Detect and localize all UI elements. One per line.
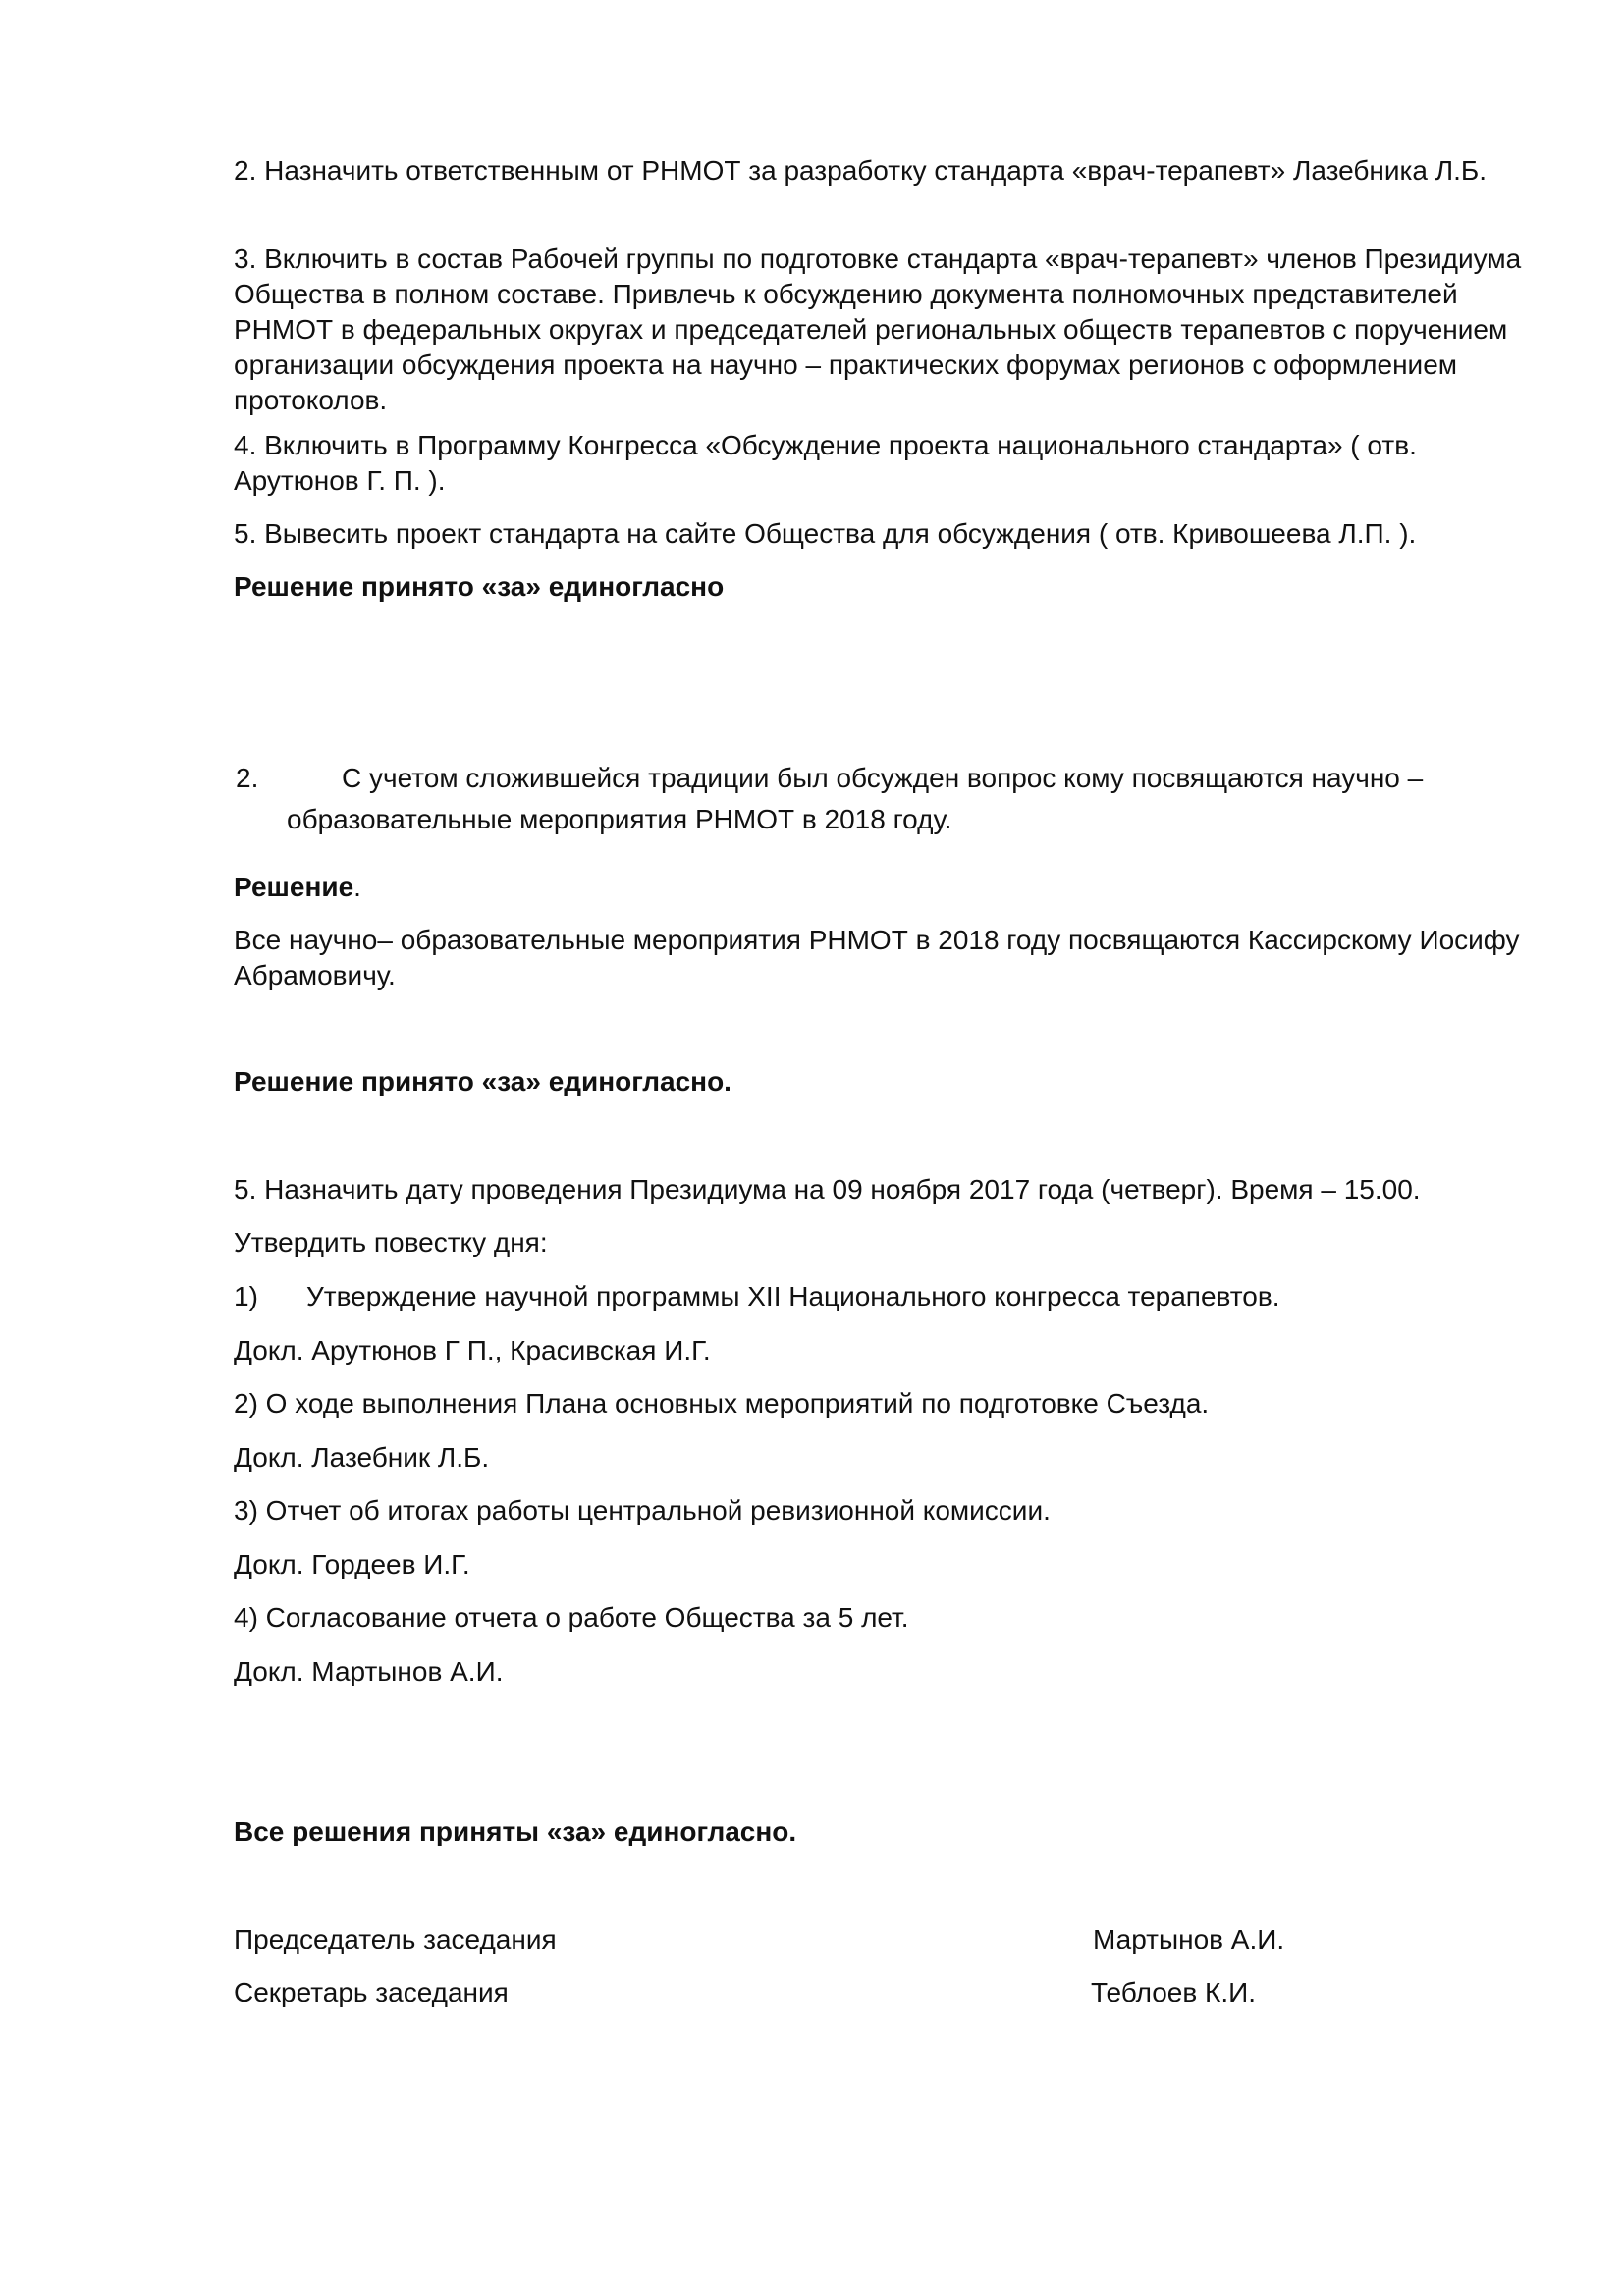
agenda-item-4-speaker: Докл. Мартынов А.И. [234, 1656, 504, 1686]
item-2-text [287, 758, 1543, 840]
secretary-label: Секретарь заседания [234, 1977, 509, 2007]
chair-label: Председатель заседания [234, 1924, 557, 1954]
decision-4: 4. Включить в Программу Конгресса «Обсуждение проекта национального стандарта» ( отв. Арутюнов Г. П. ). [234, 430, 1417, 496]
agenda-item-2: 2) О ходе выполнения Плана основных мероприятий по подготовке Съезда. [234, 1388, 1210, 1418]
chair-name: Мартынов А.И. [1093, 1924, 1285, 1954]
decision-3: 3. Включить в состав Рабочей группы по подготовке стандарта «врач-терапевт» членов Президиума Общества в полном составе. Привлечь к обсуждению документа полномочных представителей РНМОТ в федеральных округах и председателей региональных обществ терапевтов с поручением организации обсуждения проекта на научно – практических форумах регионов с оформлением протоколов. [234, 243, 1522, 415]
decision-2: 2. Назначить ответственным от РНМОТ за разработку стандарта «врач-терапевт» Лазебника Л.Б. [234, 155, 1488, 186]
agenda-item-3-speaker: Докл. Гордеев И.Г. [234, 1549, 470, 1579]
agenda-item-4: 4) Согласование отчета о работе Общества за 5 лет. [234, 1602, 909, 1632]
secretary-name: Теблоев К.И. [1091, 1977, 1257, 2007]
result-unanimous-1: Решение принято «за» единогласно [234, 571, 725, 602]
item-2-number: 2. [236, 763, 259, 793]
agenda-intro: Утвердить повестку дня: [234, 1227, 548, 1257]
decision-heading-suffix: . [353, 872, 361, 902]
item-2-line-1: С учетом сложившейся традиции был обсужден вопрос кому посвящаются научно – [342, 763, 1424, 793]
agenda-item-1-speaker: Докл. Арутюнов Г П., Красивская И.Г. [234, 1335, 711, 1365]
final-result: Все решения приняты «за» единогласно. [234, 1816, 797, 1846]
decision-text: Все научно– образовательные мероприятия РНМОТ в 2018 году посвящаются Кассирскому Иосифу Абрамовичу. [234, 925, 1520, 990]
agenda-item-1 [234, 1279, 1540, 1314]
decision-5: 5. Вывесить проект стандарта на сайте Общества для обсуждения ( отв. Кривошеева Л.П. ). [234, 518, 1417, 549]
agenda-item-2-speaker: Докл. Лазебник Л.Б. [234, 1442, 490, 1472]
item-2-line-2: образовательные мероприятия РНМОТ в 2018 году. [287, 804, 952, 834]
decision-heading-label: Решение [234, 872, 354, 902]
result-unanimous-2: Решение принято «за» единогласно. [234, 1066, 731, 1096]
item-5: 5. Назначить дату проведения Президиума на 09 ноября 2017 года (четверг). Время – 15.00. [234, 1174, 1421, 1204]
agenda-item-1-text: Утверждение научной программы XII Национального конгресса терапевтов. [306, 1281, 1280, 1311]
agenda-item-1-number: 1) [234, 1281, 258, 1311]
agenda-item-3: 3) Отчет об итогах работы центральной ревизионной комиссии. [234, 1495, 1051, 1525]
decision-heading [234, 870, 1540, 905]
